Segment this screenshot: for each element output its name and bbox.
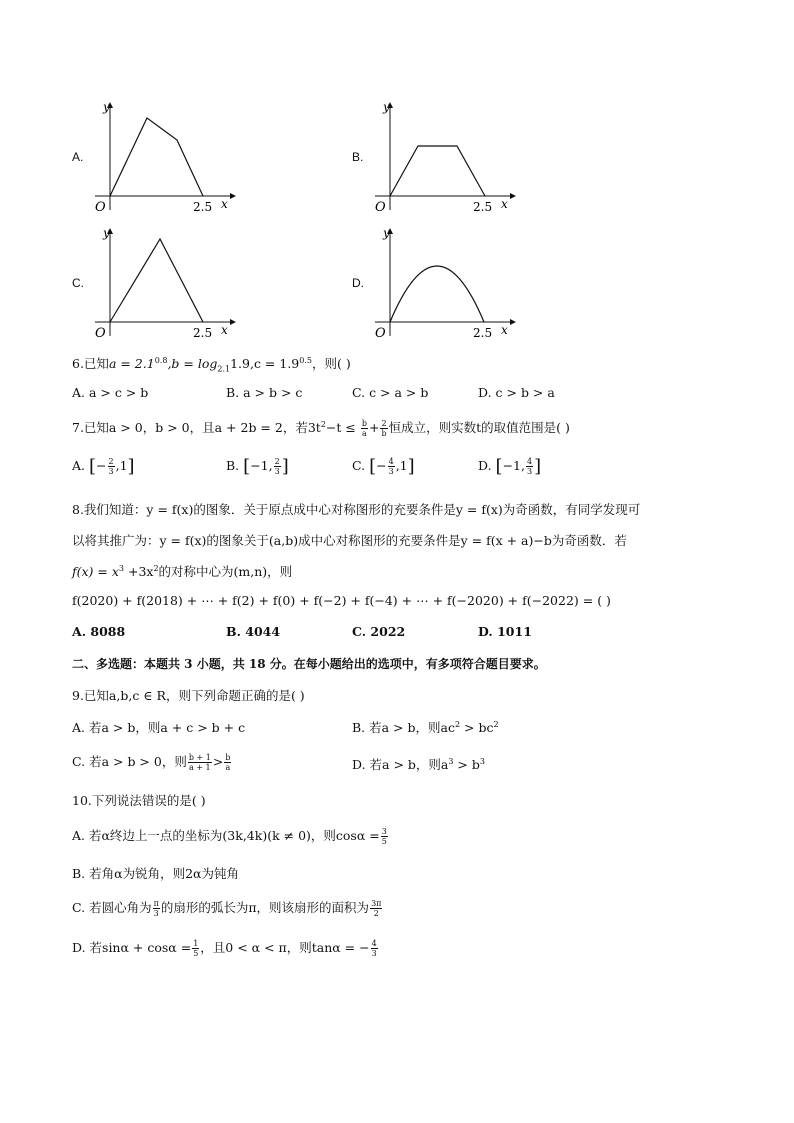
q6-option-d: D. c > b > a xyxy=(478,385,555,400)
q9-stem: 9.已知a,b,c ∈ R，则下列命题正确的是( ) xyxy=(72,688,305,703)
graph-A-origin: O xyxy=(95,200,106,215)
q10-option-b: B. 若角α为锐角，则2α为钝角 xyxy=(72,866,239,881)
q8-line-4: f(2020) + f(2018) + ⋯ + f(2) + f(0) + f(−2) + f(−4) + ⋯ + f(−2020) + f(−2022) = ( ) xyxy=(72,593,611,608)
graph-C-tick: 2.5 xyxy=(193,326,213,340)
graph-D-tick: 2.5 xyxy=(473,326,493,340)
q7-frac-2-over-b: $\frac{2}{b}$ xyxy=(381,419,387,438)
q9-option-d: D. 若a > b，则$a^3 > b^3$ xyxy=(352,756,485,772)
graph-B-origin: O xyxy=(375,200,386,215)
q10-option-c: C. 若圆心角为 $\frac{\pi}{3}$ 的扇形的弧长为π，则该扇形的面积为 $\frac{3\pi}{2}$ xyxy=(72,899,382,918)
q6-stem: 6.已知$a = 2.1^{0.8},b = \log_{2.1}1.9,c = 1.9^{0.5}$，则( ) xyxy=(72,355,351,374)
graph-A-y: y xyxy=(103,100,110,114)
graph-C-y: y xyxy=(103,226,110,240)
q6-option-b: B. a > b > c xyxy=(226,385,303,400)
q10-stem: 10.下列说法错误的是( ) xyxy=(72,793,206,808)
q8-line-2: 以将其推广为：y = f(x)的图象关于(a,b)成中心对称图形的充要条件是y = f(x + a)−b为奇函数．若 xyxy=(72,533,627,548)
q7-frac-b-over-a: $\frac{b}{a}$ xyxy=(361,419,367,438)
q8-option-a: A. 8088 xyxy=(72,624,126,639)
q7-option-b: B. [−1, $\frac{2}{3}$ ] xyxy=(226,456,289,477)
q6-option-a: A. a > c > b xyxy=(72,385,149,400)
graph-D-y: y xyxy=(383,226,390,240)
graph-D-x: x xyxy=(501,323,508,337)
graph-B-label: B. xyxy=(352,150,364,164)
graph-A-x: x xyxy=(221,197,228,211)
graph-C-x: x xyxy=(221,323,228,337)
graph-B-tick: 2.5 xyxy=(473,200,493,214)
q9-option-a: A. 若a > b，则a + c > b + c xyxy=(72,720,246,735)
graph-C-label: C. xyxy=(72,276,84,290)
section-2-title: 二、多选题：本题共 3 小题，共 18 分。在每小题给出的选项中，有多项符合题目要求。 xyxy=(72,657,546,671)
graph-D-plot xyxy=(365,221,525,341)
q7-stem: 7.已知a > 0，b > 0，且a + 2b = 2，若$3t^2-t$ ≤ $\frac{b}{a}$ + $\frac{2}{b}$ 恒成立，则实数t的取值范围是( ) xyxy=(72,419,570,438)
q7-option-c: C. [− $\frac{4}{3}$ ,1] xyxy=(352,456,415,477)
graph-C-origin: O xyxy=(95,326,106,341)
graph-D-origin: O xyxy=(375,326,386,341)
q8-option-d: D. 1011 xyxy=(478,624,532,639)
graph-B-y: y xyxy=(383,100,390,114)
q8-line-3: $f(x) = x^3 +3x^2$的对称中心为(m,n)，则 xyxy=(72,563,293,579)
q8-option-b: B. 4044 xyxy=(226,624,281,639)
q8-line-1: 8.我们知道：y = f(x)的图象．关于原点成中心对称图形的充要条件是y = f(x)为奇函数，有同学发现可 xyxy=(72,502,641,517)
q8-option-c: C. 2022 xyxy=(352,624,406,639)
q9-option-b: B. 若a > b，则$ac^2 > bc^2$ xyxy=(352,719,499,735)
q10-option-d: D. 若sinα + cosα = $\frac{1}{5}$ ，且0 < α < π，则tanα = − $\frac{4}{3}$ xyxy=(72,939,377,958)
graph-A-label: A. xyxy=(72,150,84,164)
q7-option-a: A. [− $\frac{2}{3}$ ,1] xyxy=(72,456,135,477)
graph-C-plot xyxy=(85,221,245,341)
graph-B-x: x xyxy=(501,197,508,211)
q7-option-d: D. [−1, $\frac{4}{3}$ ] xyxy=(478,456,542,477)
graph-A-tick: 2.5 xyxy=(193,200,213,214)
graph-D-label: D. xyxy=(352,276,364,290)
q6-option-c: C. c > a > b xyxy=(352,385,429,400)
graph-A-plot xyxy=(85,95,245,215)
q10-option-a: A. 若α终边上一点的坐标为(3k,4k)(k ≠ 0)，则cosα = $\frac{3}{5}$ xyxy=(72,827,387,846)
graph-B-plot xyxy=(365,95,525,215)
q9-option-c: C. 若a > b > 0，则 $\frac{b + 1}{a + 1}$ > $\frac{b}{a}$ xyxy=(72,753,231,772)
